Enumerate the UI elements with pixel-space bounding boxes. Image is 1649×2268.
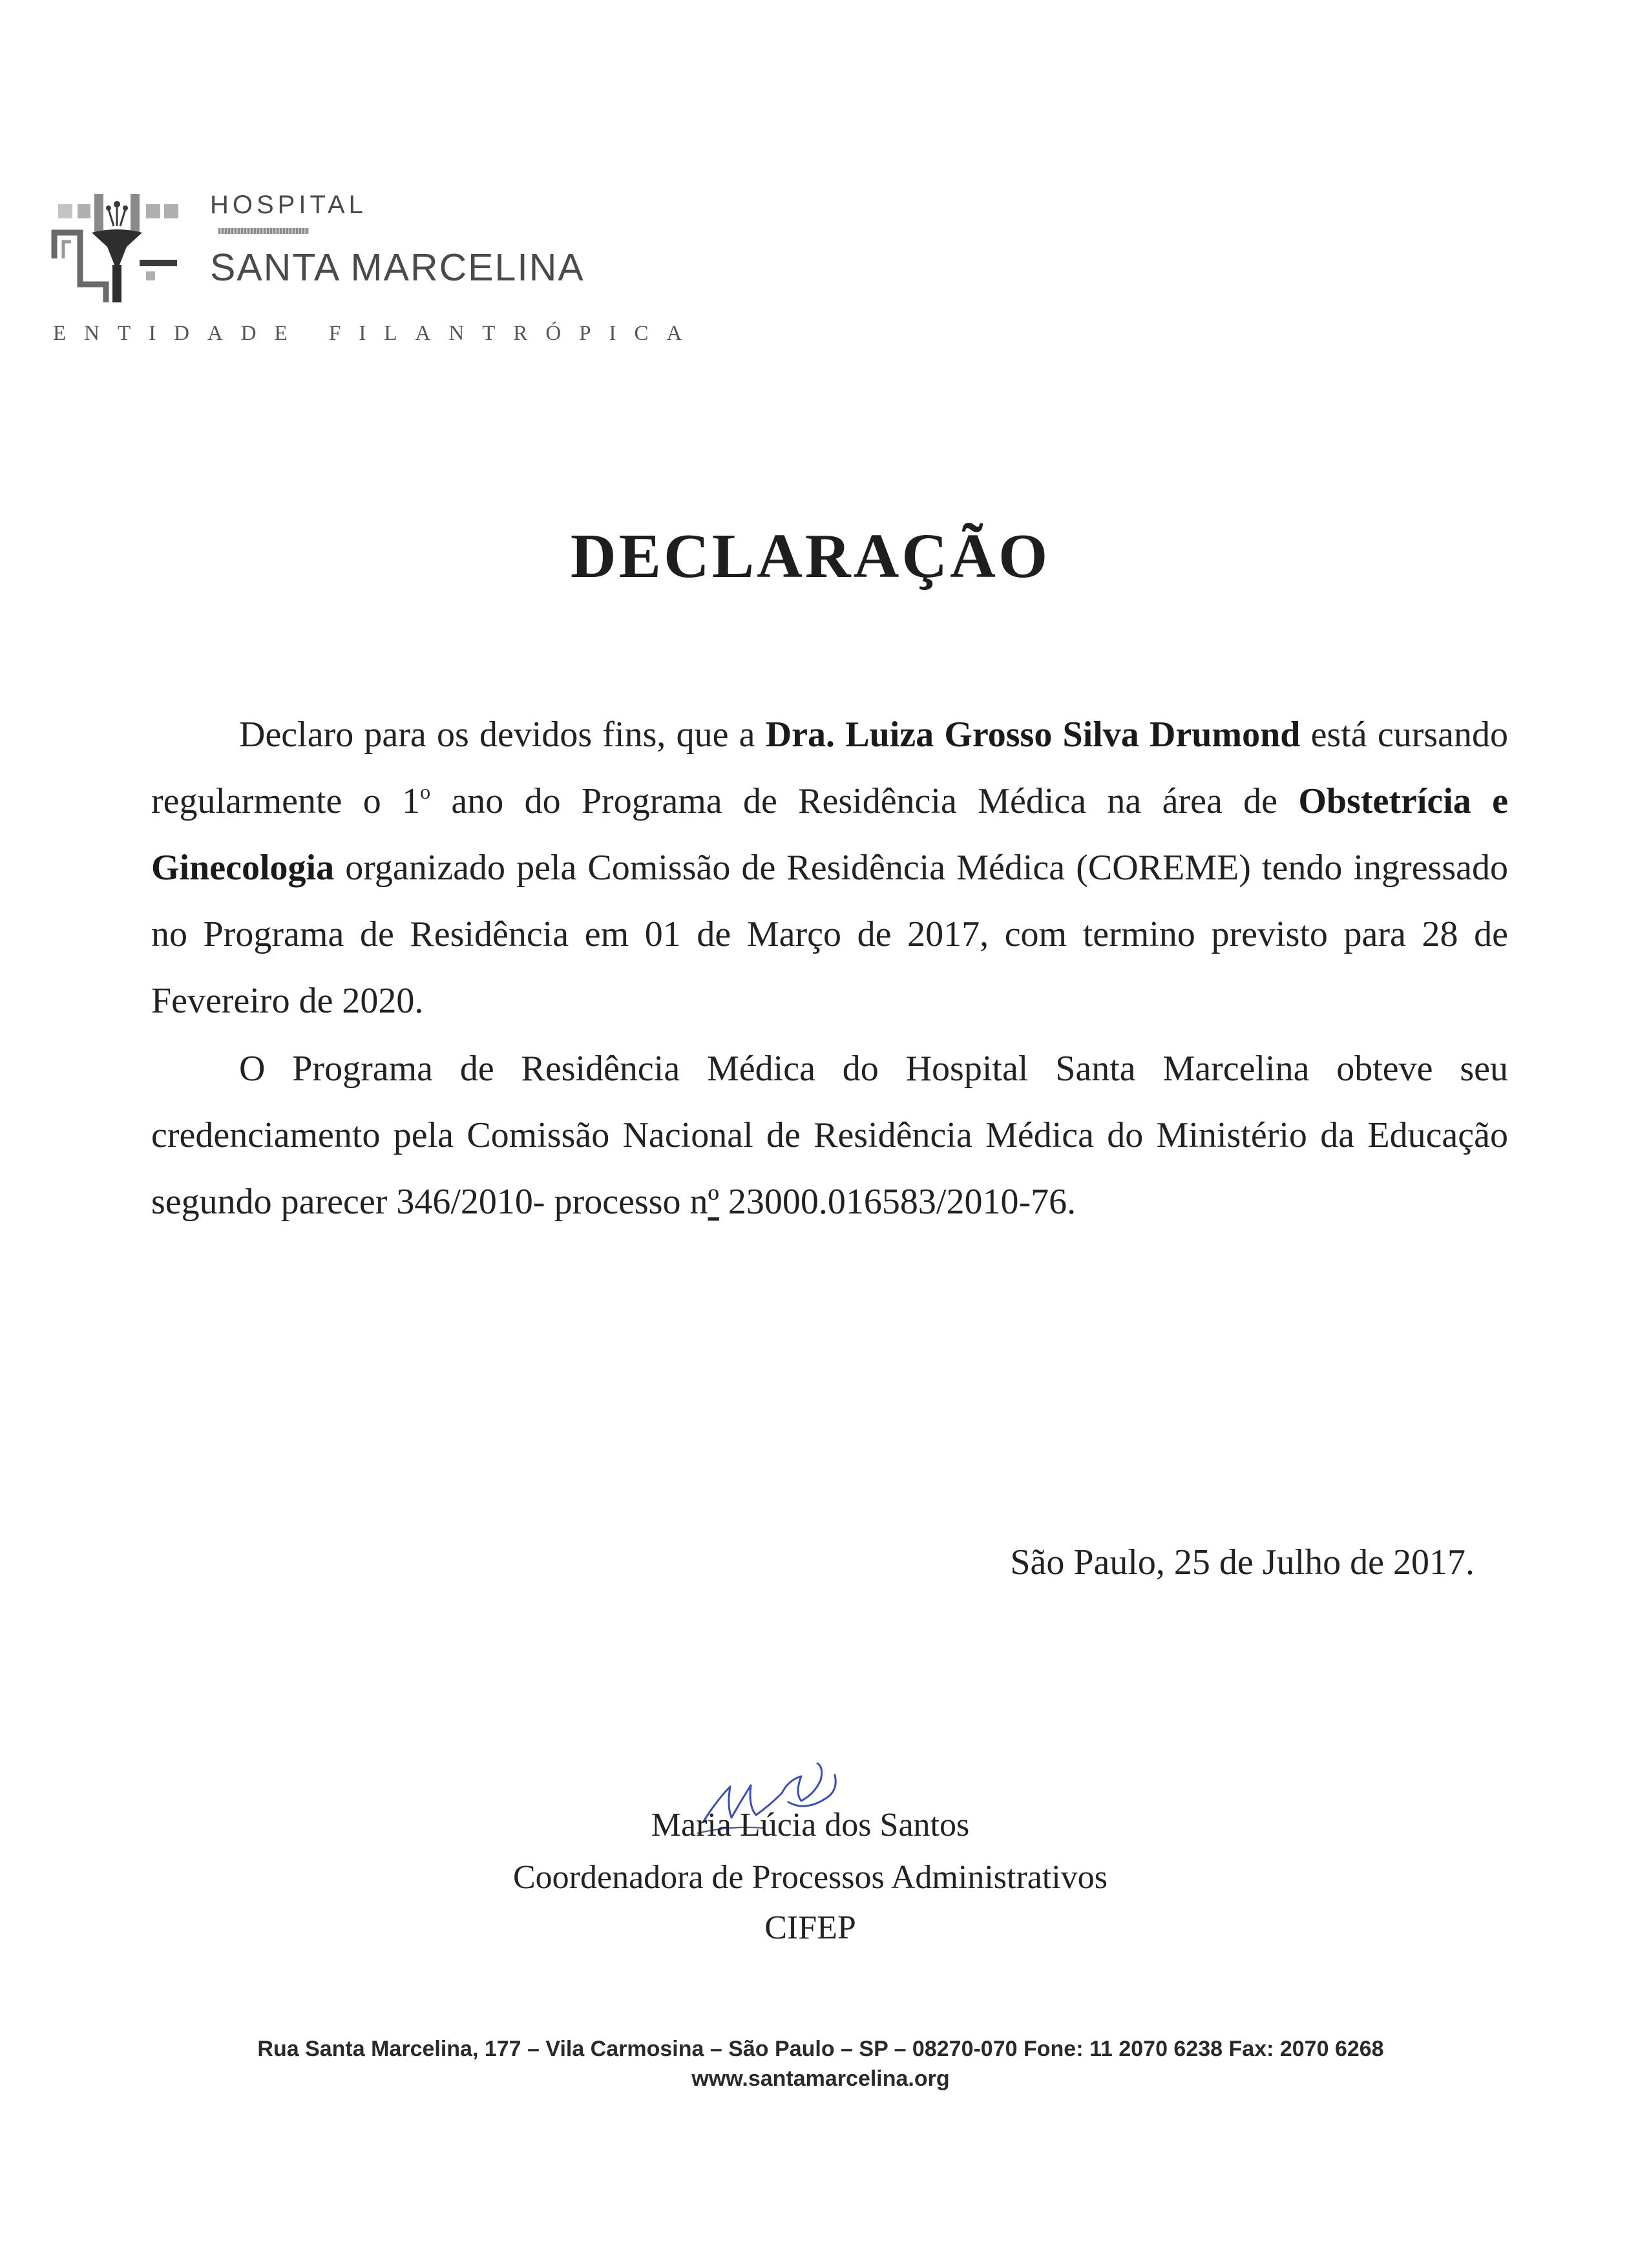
number-mark: º [708,1182,719,1222]
paragraph-2-text-a: O Programa de Residência Médica do Hospital Santa Marcelina obteve seu credenciamento pela Comissão Nacional de Residência Médica do Ministério da Educação segundo parecer 346/2010- processo n [151,1049,1508,1222]
hospital-name-line2: SANTA MARCELINA [210,246,585,289]
hospital-tagline: ENTIDADE FILANTRÓPICA [53,322,700,345]
signatory-role: Coordenadora de Processos Administrativos [513,1859,1108,1896]
footer-address: Rua Santa Marcelina, 177 – Vila Carmosina – São Paulo – SP – 08270-070 Fone: 11 2070 6238 Fax: 2070 6268 www.santamarcelina.org [257,2037,1384,2091]
date-line: São Paulo, 25 de Julho de 2017. [1010,1542,1475,1582]
signatory-org: CIFEP [764,1909,856,1946]
letterhead-rule [218,228,309,234]
hospital-name-line1: HOSPITAL [210,191,367,219]
paragraph-2-text-b: 23000.016583/2010-76. [719,1182,1077,1222]
specialty-name: Obstetrícia e Ginecologia [151,781,1508,888]
document-title: DECLARAÇÃO [570,521,1051,591]
ordinal-mark: o [420,780,431,803]
paragraph-1-text-a: está cursando regularmente o 1 [151,715,1508,821]
paragraph-1-text-c: organizado pela Comissão de Residência Médica (COREME) tendo ingressado no Programa de Residência em 01 de Março de 2017, com termino previsto para 28 de Fevereiro de 2020. [151,848,1508,1021]
paragraph-1-text-b: ano do Programa de Residência Médica na área de [430,781,1299,821]
paragraph-1-intro: Declaro para os devidos fins, que a [239,715,766,755]
person-name: Dra. Luiza Grosso Silva Drumond [765,715,1301,755]
paragraph-2 [151,1036,1508,1235]
paragraph-1 [151,702,1508,1034]
hospital-logo-icon [49,187,185,310]
signatory-name: Maria Lúcia dos Santos [651,1807,970,1843]
